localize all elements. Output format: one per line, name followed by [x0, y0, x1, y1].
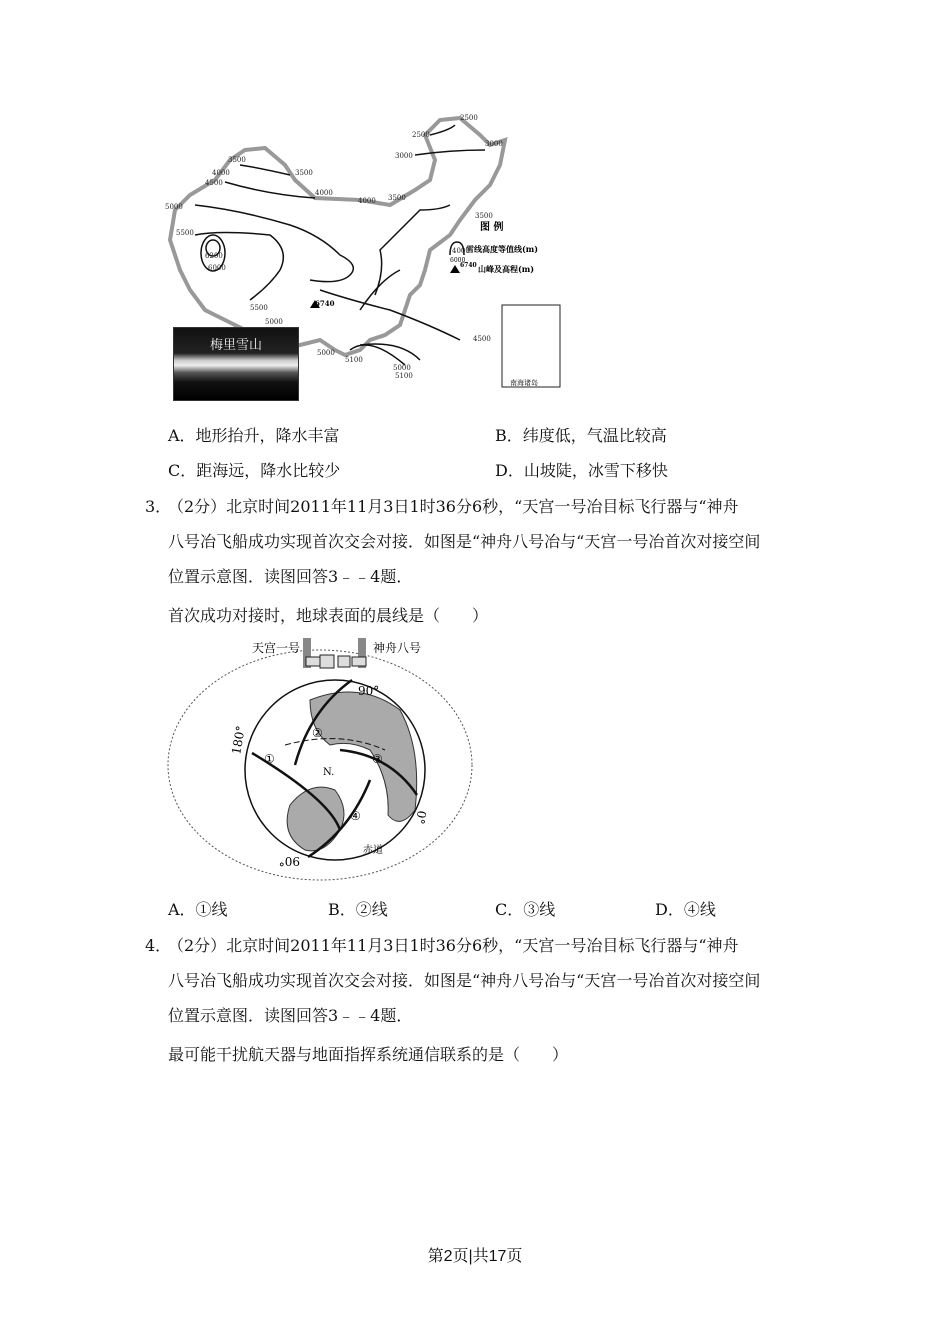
equator-label: 赤道 [363, 845, 383, 856]
question-text: （2分）北京时间2011年11月3日1时36分6秒，“天宫一号冶目标飞行器与“神舟 [168, 497, 739, 516]
option-a: A．①线 [168, 900, 228, 919]
page-footer: 第2页|共17页 [427, 1248, 523, 1265]
lon-label: 90° [278, 854, 300, 868]
peak-label: 6740 [315, 299, 335, 308]
legend-contour: 雪线高度等值线(m) [466, 244, 539, 254]
question-text: 位置示意图．读图回答3﹣﹣4题． [168, 567, 413, 586]
photo-caption: 梅里雪山 [209, 338, 262, 353]
legend-peak: 山峰及高程(m) [478, 264, 535, 274]
lon-label: 0° [412, 809, 429, 826]
inset-caption: 南海诸岛 [510, 379, 538, 387]
svg-text:5000: 5000 [393, 364, 411, 372]
legend-sample: 6000 [450, 257, 466, 264]
svg-text:5500: 5500 [176, 229, 194, 237]
svg-text:6000: 6000 [208, 264, 226, 272]
south-china-sea-inset [502, 305, 560, 387]
svg-text:5000: 5000 [317, 349, 335, 357]
svg-text:4500: 4500 [205, 179, 223, 187]
lon-label: 90° [358, 684, 380, 698]
docking-globe-diagram [160, 630, 480, 890]
option-c: C．③线 [495, 900, 556, 919]
svg-text:3500: 3500 [475, 212, 493, 220]
svg-text:6200: 6200 [205, 252, 223, 260]
question-text: （2分）北京时间2011年11月3日1时36分6秒，“天宫一号冶目标飞行器与“神舟 [168, 936, 739, 955]
shenzhou-label: 神舟八号 [373, 641, 422, 655]
svg-text:2500: 2500 [412, 131, 430, 139]
peak-legend-icon [450, 265, 460, 273]
north-pole-label: N. [323, 767, 335, 778]
svg-text:3500: 3500 [228, 156, 246, 164]
china-border [170, 118, 505, 355]
svg-text:4000: 4000 [315, 189, 333, 197]
svg-text:3500: 3500 [295, 169, 313, 177]
question-text: 位置示意图．读图回答3﹣﹣4题． [168, 1006, 413, 1025]
question-number: 4． [145, 936, 172, 955]
svg-text:3000: 3000 [395, 152, 413, 160]
question-text: 八号冶飞船成功实现首次交会对接．如图是“神舟八号冶与“天宫一号冶首次对接空间 [168, 532, 761, 551]
legend-title: 图 例 [480, 222, 504, 233]
marker-2: ② [312, 726, 323, 740]
option-b: B．②线 [328, 900, 388, 919]
option-c: C．距海远，降水比较少 [168, 461, 341, 480]
spacecraft-icon [306, 655, 366, 668]
question-prompt: 最可能干扰航天器与地面指挥系统通信联系的是（ ） [168, 1045, 569, 1064]
tiangong-label: 天宫一号 [252, 641, 301, 655]
svg-text:5100: 5100 [345, 356, 363, 364]
svg-text:5100: 5100 [395, 372, 413, 380]
svg-text:5000: 5000 [165, 203, 183, 211]
lon-label: 180° [229, 724, 248, 756]
svg-text:5500: 5500 [250, 304, 268, 312]
svg-text:4500: 4500 [473, 335, 491, 343]
svg-text:4000: 4000 [452, 247, 470, 255]
svg-text:3000: 3000 [485, 140, 503, 148]
svg-text:5000: 5000 [265, 318, 283, 326]
option-b: B．纬度低，气温比较高 [495, 426, 667, 445]
legend-peak-value: 6740 [460, 262, 477, 269]
svg-text:3500: 3500 [388, 194, 406, 202]
svg-text:4000: 4000 [358, 197, 376, 205]
marker-1: ① [264, 752, 275, 766]
option-d: D．④线 [655, 900, 716, 919]
option-a: A．地形抬升，降水丰富 [168, 426, 340, 445]
meili-snow-mountain-photo [173, 327, 299, 401]
question-number: 3． [145, 497, 172, 516]
question-prompt: 首次成功对接时，地球表面的晨线是（ ） [168, 606, 489, 625]
marker-4: ④ [350, 809, 361, 823]
question-text: 八号冶飞船成功实现首次交会对接．如图是“神舟八号冶与“天宫一号冶首次对接空间 [168, 971, 761, 990]
svg-text:4000: 4000 [212, 169, 230, 177]
marker-3: ③ [372, 752, 383, 766]
svg-text:2500: 2500 [460, 114, 478, 122]
option-d: D．山坡陡，冰雪下移快 [495, 461, 668, 480]
